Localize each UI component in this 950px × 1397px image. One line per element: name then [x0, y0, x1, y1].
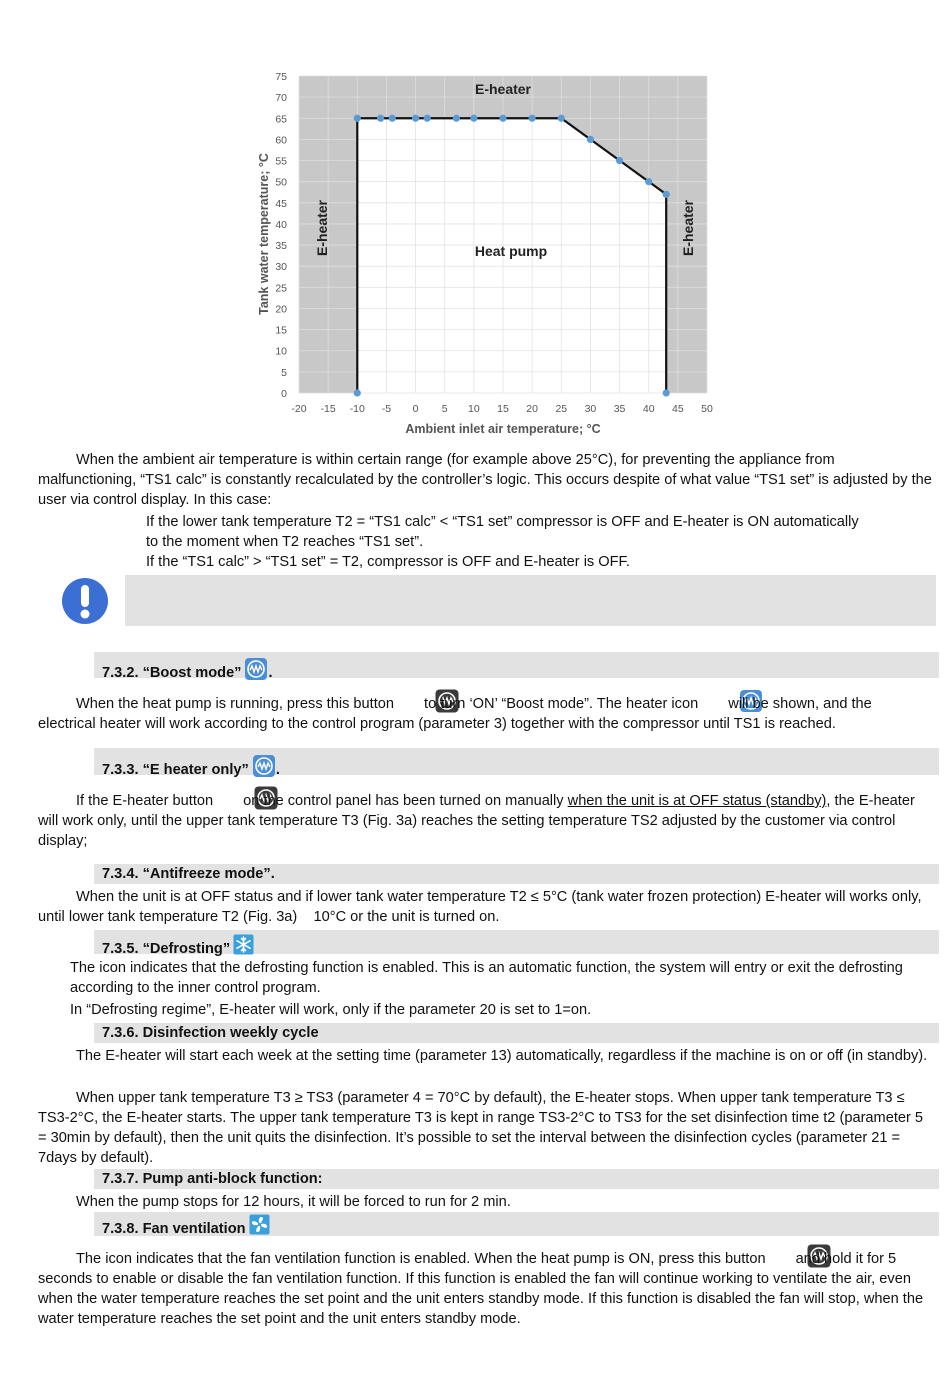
boost-text-b: to turn ‘ON’ “Boost mode”. The heater icon — [424, 696, 699, 712]
x-tick-label: 20 — [526, 403, 538, 415]
paragraph-antifreeze-mode: When the unit is at OFF status and if lower tank water temperature T2 ≤ 5°C (tank water frozen protection) E-heater will works only, until lower tank temperature T2 (Fig. 3a) 10°C or the unit is turned on. — [38, 889, 922, 925]
region-label-left: E-heater — [314, 199, 330, 257]
x-tick-label: 5 — [441, 403, 448, 415]
y-tick-label: 55 — [275, 155, 287, 168]
y-tick-label: 70 — [275, 92, 287, 105]
eheater-text-underlined: when the unit is at OFF status (standby) — [567, 793, 827, 809]
heading-boost-mode: 7.3.2. “Boost mode” . — [102, 657, 273, 683]
y-tick-label: 25 — [275, 282, 287, 295]
data-point — [587, 136, 594, 143]
y-tick-label: 65 — [275, 113, 287, 126]
paragraph-pump-anti-block: When the pump stops for 12 hours, it will be forced to run for 2 min. — [76, 1194, 511, 1210]
x-tick-label: -20 — [291, 403, 307, 415]
paragraph-defrosting-b: In “Defrosting regime”, E-heater will work, only if the parameter 20 is set to 1=on. — [70, 1002, 592, 1018]
paragraph-disinfection-a: The E-heater will start each week at the setting time (parameter 13) automatically, regardless if the machine is on or off (in standby). — [76, 1048, 928, 1064]
y-tick-label: 60 — [275, 134, 287, 147]
y-tick-label: 30 — [275, 261, 287, 274]
paragraph-case-2: If the “TS1 calc” > “TS1 set” = T2, compressor is OFF and E-heater is OFF. — [146, 554, 630, 570]
heater-icon — [701, 689, 725, 713]
heading-pump-anti-block: 7.3.7. Pump anti-block function: — [102, 1171, 323, 1187]
data-point — [354, 115, 361, 122]
operating-range-chart — [250, 62, 730, 442]
data-point — [645, 178, 652, 185]
heater-button-icon[interactable] — [769, 1244, 793, 1268]
y-tick-label: 20 — [275, 303, 287, 316]
region-label-right: E-heater — [680, 199, 696, 257]
data-point — [470, 115, 477, 122]
data-point — [558, 115, 565, 122]
data-point — [663, 389, 670, 396]
exclamation-info-icon — [60, 576, 110, 626]
paragraph-fan-ventilation — [38, 1244, 933, 1329]
eheater-text-a: If the E-heater button — [76, 793, 214, 809]
paragraph-case-1: If the lower tank temperature T2 = “TS1 calc” < “TS1 set” compressor is OFF and E-heater is ON automatically to the moment when T2 reaches “TS1 set”. — [146, 514, 859, 550]
x-tick-label: -5 — [381, 403, 392, 415]
data-point — [499, 115, 506, 122]
y-tick-label: 40 — [275, 218, 287, 231]
paragraph-disinfection-b: When upper tank temperature T3 ≥ TS3 (parameter 4 = 70°C by default), the E-heater stops. When upper tank temperature T3 ≤ TS3-2°C, the E-heater starts. The upper tank temperature T3 is kept in range TS3-2°C to TS3 for the set disinfection time t2 (parameter 5 = 30min by default), then the unit quits the disinfection. It’s possible to set the interval between the disinfection cycles (parameter 21 = 7days by default). — [38, 1090, 924, 1166]
paragraph-ambient-range: When the ambient air temperature is within certain range (for example above 25°C), for preventing the appliance from malfunctioning, “TS1 calc” is constantly recalculated by the controller’s logic. This occurs despite of what value “TS1 set” is adjusted by the user via control display. In this case: — [38, 452, 932, 508]
heading-antifreeze-mode: 7.3.4. “Antifreeze mode”. — [102, 866, 275, 882]
x-tick-label: 25 — [555, 403, 568, 415]
y-tick-label: 15 — [275, 324, 287, 337]
heading-defrosting-text: 7.3.5. “Defrosting” — [102, 941, 231, 957]
x-tick-label: 50 — [701, 403, 713, 415]
x-tick-label: 45 — [672, 403, 684, 415]
y-tick-label: 5 — [281, 366, 287, 379]
notice-box — [125, 575, 936, 626]
data-point — [354, 389, 361, 396]
y-tick-label: 35 — [275, 240, 287, 253]
fan-text-a: The icon indicates that the fan ventilation function is enabled. When the heat pump is ON, press this button — [76, 1251, 766, 1267]
heading-boost-mode-text: 7.3.2. “Boost mode” — [102, 665, 242, 681]
heater-icon — [244, 657, 268, 681]
x-tick-label: 0 — [412, 403, 419, 415]
paragraph-defrosting-a: The icon indicates that the defrosting function is enabled. This is an automatic function, the system will entry or exit the defrosting according to the inner control program. — [70, 960, 903, 996]
data-point — [453, 115, 460, 122]
fan-icon — [249, 1214, 270, 1235]
data-point — [377, 115, 384, 122]
boost-text-c: will be shown, and the electrical heater will work according to the control program (parameter 3) together with the compressor until TS1 is reached. — [38, 696, 872, 732]
paragraph-boost-mode — [38, 689, 933, 734]
data-point — [616, 157, 623, 164]
x-tick-label: 35 — [613, 403, 626, 415]
x-tick-label: -15 — [320, 403, 336, 415]
data-point — [663, 191, 670, 198]
heater-icon — [252, 754, 276, 778]
heading-defrosting — [102, 934, 254, 959]
region-label-center: Heat pump — [474, 243, 548, 259]
fan-text-b: and hold it for 5 seconds to enable or disable the fan ventilation function. If this function is enabled the fan will continue working to ventilate the air, even when the water temperature reaches the set point and the unit enters standby mode. If this function is disabled the fan will stop, when the water temperature reaches the set point and the unit enters standby mode. — [38, 1251, 924, 1327]
eheater-text-b: on the control panel has been turned on manually — [243, 793, 564, 809]
heading-fan-ventilation-text: 7.3.8. Fan ventilation — [102, 1221, 246, 1237]
heater-button-icon[interactable] — [216, 786, 240, 810]
boost-text-a: When the heat pump is running, press this button — [76, 696, 395, 712]
data-point — [529, 115, 536, 122]
x-tick-label: 30 — [584, 403, 597, 415]
data-point — [424, 115, 431, 122]
x-tick-label: -10 — [349, 403, 365, 415]
heading-fan-ventilation — [102, 1214, 270, 1239]
y-tick-label: 10 — [275, 345, 287, 358]
y-tick-label: 0 — [281, 388, 287, 400]
x-axis-label: Ambient inlet air temperature; °C — [405, 422, 601, 436]
snowflake-icon — [233, 934, 254, 955]
x-tick-label: 40 — [642, 403, 655, 415]
x-tick-label: 15 — [497, 403, 509, 415]
paragraph-e-heater-only — [38, 786, 933, 851]
heater-button-icon[interactable] — [397, 689, 421, 713]
x-tick-label: 10 — [468, 403, 480, 415]
y-axis-label: Tank water temperature; °C — [257, 153, 271, 315]
eheater-text-c: , the E-heater will work only, until the upper tank temperature T3 (Fig. 3a) reaches the setting temperature TS2 adjusted by the customer via control display; — [38, 793, 915, 849]
data-point — [389, 115, 396, 122]
y-tick-label: 50 — [275, 176, 287, 189]
heading-e-heater-only: 7.3.3. “E heater only” . — [102, 754, 280, 780]
y-tick-label: 45 — [275, 197, 287, 210]
y-tick-label: 75 — [275, 71, 287, 83]
data-point — [412, 115, 419, 122]
region-label-top: E-heater — [474, 81, 532, 97]
heading-disinfection: 7.3.6. Disinfection weekly cycle — [102, 1025, 319, 1041]
heading-e-heater-only-text: 7.3.3. “E heater only” — [102, 762, 249, 778]
